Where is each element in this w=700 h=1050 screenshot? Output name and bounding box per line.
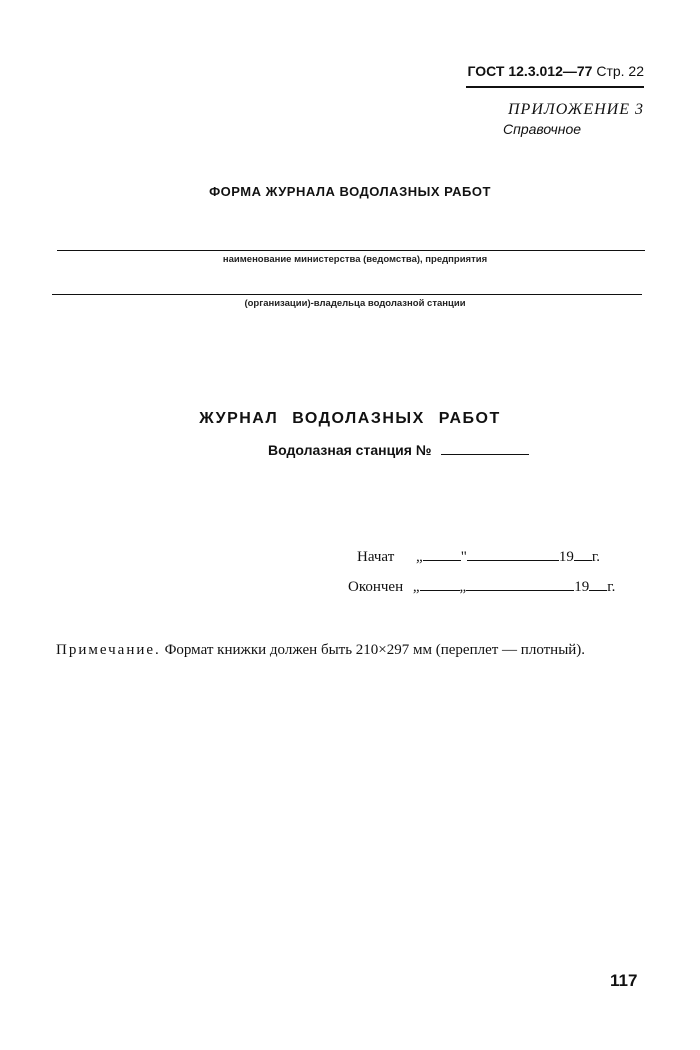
open-quote: „ xyxy=(459,579,467,595)
finished-row xyxy=(348,578,615,596)
journal-title: ЖУРНАЛ ВОДОЛАЗНЫХ РАБОТ xyxy=(199,410,501,427)
note-label: Примечание. xyxy=(56,642,161,658)
form-title: ФОРМА ЖУРНАЛА ВОДОЛАЗНЫХ РАБОТ xyxy=(209,184,491,199)
header-rule xyxy=(466,86,644,88)
started-year-blank xyxy=(574,548,592,561)
started-month-blank xyxy=(467,548,559,561)
appendix-type: Справочное xyxy=(503,121,582,137)
started-day-blank xyxy=(423,548,461,561)
standard-code: ГОСТ 12.3.012—77 xyxy=(467,63,593,79)
finished-label: Окончен xyxy=(348,579,404,595)
organization-line xyxy=(52,294,642,295)
page-label: Стр. 22 xyxy=(596,63,644,79)
ministry-line xyxy=(57,250,645,251)
page-header xyxy=(462,63,644,79)
started-row xyxy=(357,548,600,566)
appendix-title: ПРИЛОЖЕНИЕ 3 xyxy=(508,101,644,118)
finished-year-blank xyxy=(589,578,607,591)
started-label: Начат xyxy=(357,549,395,565)
close-quote: " xyxy=(460,549,467,565)
organization-caption: (организации)-владельца водолазной станции xyxy=(244,298,466,309)
open-quote: „ xyxy=(416,549,423,565)
ministry-caption: наименование министерства (ведомства), предприятия xyxy=(222,254,488,265)
started-year-suffix: г. xyxy=(591,549,601,565)
station-row xyxy=(268,442,529,458)
finished-year-suffix: г. xyxy=(607,579,616,595)
note-text: Формат книжки должен быть 210×297 мм (переплет — плотный). xyxy=(164,642,586,658)
finished-year-prefix: 19 xyxy=(574,579,590,595)
station-label: Водолазная станция № xyxy=(268,442,432,458)
finished-month-blank xyxy=(466,578,574,591)
station-number-blank xyxy=(441,442,529,455)
page-number: 117 xyxy=(610,971,638,990)
note xyxy=(56,640,646,661)
started-year-prefix: 19 xyxy=(558,549,574,565)
open-quote: „ xyxy=(412,579,420,595)
finished-day-blank xyxy=(420,578,460,591)
